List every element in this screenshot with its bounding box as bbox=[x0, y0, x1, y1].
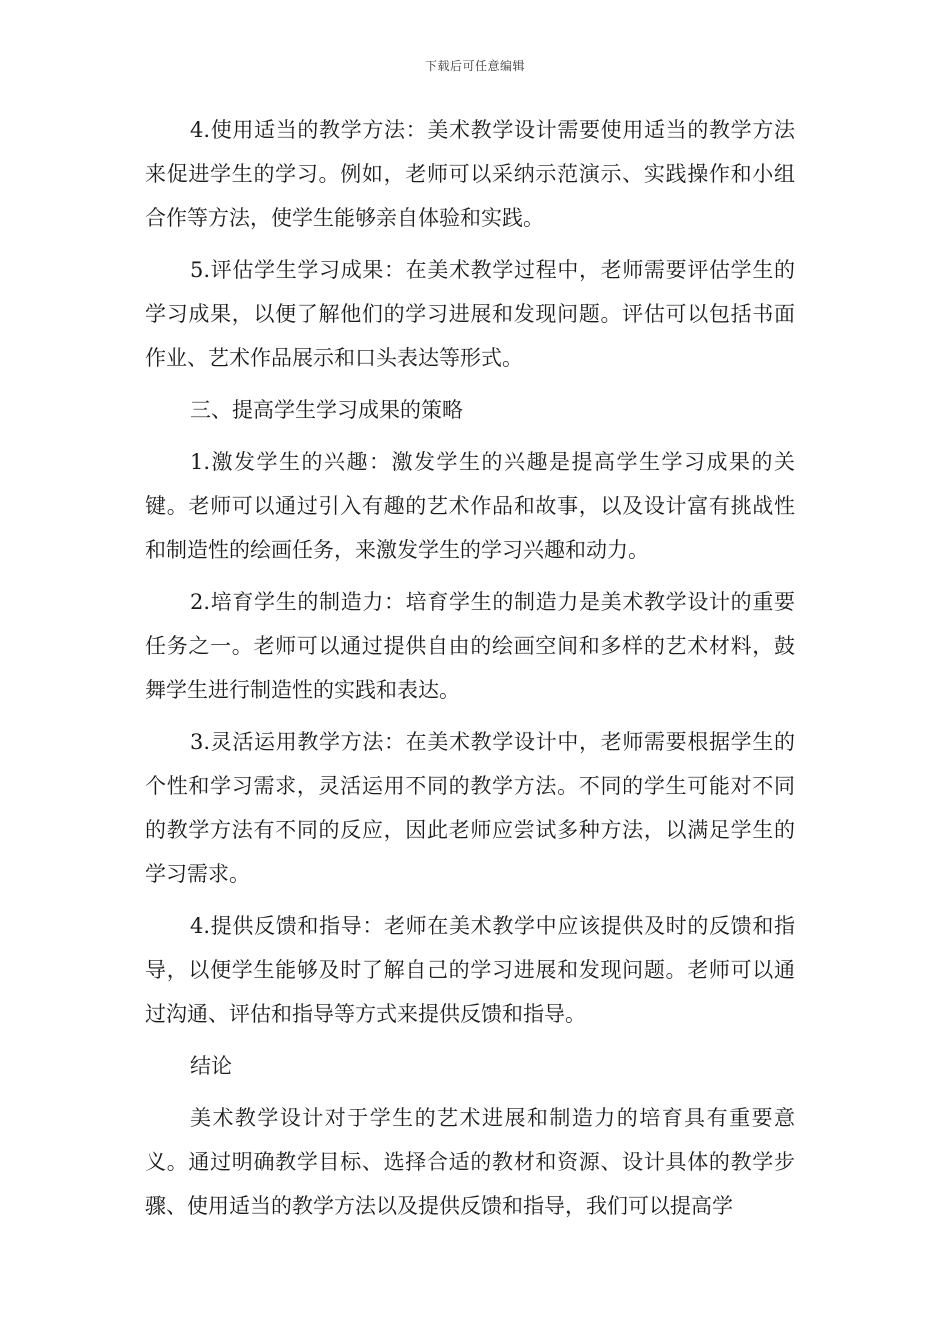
document-body bbox=[145, 108, 795, 1236]
section-heading-conclusion: 结论 bbox=[190, 1054, 232, 1078]
page-header: 下载后可任意编辑 bbox=[424, 59, 525, 73]
paragraph-assessment: 5.评估学生学习成果：在美术教学过程中，老师需要评估学生的学习成果，以便了解他们的学习进展和发现问题。评估可以包括书面作业、艺术作品展示和口头表达等形式。 bbox=[145, 258, 795, 370]
section-heading-strategies: 三、提高学生学习成果的策略 bbox=[190, 398, 463, 422]
paragraph-conclusion: 美术教学设计对于学生的艺术进展和制造力的培育具有重要意义。通过明确教学目标、选择合适的教材和资源、设计具体的教学步骤、使用适当的教学方法以及提供反馈和指导，我们可以提高学 bbox=[145, 1106, 795, 1218]
paragraph-flexible-methods: 3.灵活运用教学方法：在美术教学设计中，老师需要根据学生的个性和学习需求，灵活运用不同的教学方法。不同的学生可能对不同的教学方法有不同的反应，因此老师应尝试多种方法，以满足学生的学习需求。 bbox=[145, 730, 795, 886]
paragraph-interest: 1.激发学生的兴趣：激发学生的兴趣是提高学生学习成果的关键。老师可以通过引入有趣的艺术作品和故事，以及设计富有挑战性和制造性的绘画任务，来激发学生的学习兴趣和动力。 bbox=[145, 450, 795, 562]
paragraph-feedback: 4.提供反馈和指导：老师在美术教学中应该提供及时的反馈和指导，以便学生能够及时了解自己的学习进展和发现问题。老师可以通过沟通、评估和指导等方式来提供反馈和指导。 bbox=[145, 914, 795, 1026]
paragraph-method: 4.使用适当的教学方法：美术教学设计需要使用适当的教学方法来促进学生的学习。例如，老师可以采纳示范演示、实践操作和小组合作等方法，使学生能够亲自体验和实践。 bbox=[145, 118, 795, 230]
paragraph-creativity: 2.培育学生的制造力：培育学生的制造力是美术教学设计的重要任务之一。老师可以通过提供自由的绘画空间和多样的艺术材料，鼓舞学生进行制造性的实践和表达。 bbox=[145, 590, 795, 702]
